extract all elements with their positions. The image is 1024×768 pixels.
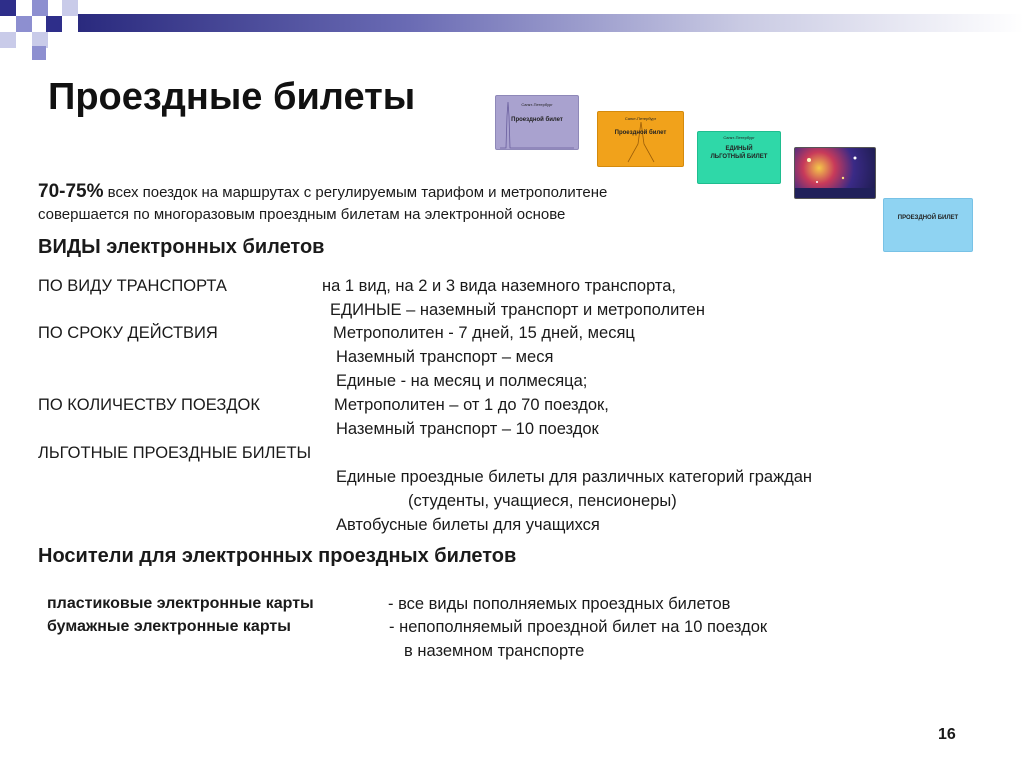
corner-mosaic-tile: [32, 0, 48, 16]
ticket-image-purple: [495, 95, 579, 150]
corner-mosaic-tile: [0, 32, 16, 48]
type-value: Единые проездные билеты для различных категорий граждан: [336, 468, 813, 486]
type-label-duration: ПО СРОКУ ДЕЙСТВИЯ: [38, 324, 218, 342]
type-value: ЕДИНЫЕ – наземный транспорт и метрополитен: [330, 301, 705, 319]
type-value: на 1 вид, на 2 и 3 вида наземного транспорта,: [322, 277, 677, 295]
ticket-label: ЕДИНЫЙ: [725, 146, 753, 152]
ticket-image-green: [697, 131, 781, 184]
carrier-label-paper: бумажные электронные карты: [47, 618, 291, 635]
carrier-desc: - непополняемый проездной билет на 10 поездок: [389, 618, 768, 636]
intro-text-1: всех поездок на маршрутах с регулируемым тарифом и метрополитене: [103, 184, 608, 201]
ticket-label: Проездной билет: [614, 130, 667, 136]
intro-percent: 70-75%: [38, 181, 104, 202]
ticket-image-orange: [597, 111, 684, 167]
ticket-city: Санкт-Петербург: [521, 102, 553, 107]
type-value: Метрополитен – от 1 до 70 поездок,: [334, 396, 609, 414]
header-rule: [78, 14, 1024, 32]
type-label-trips: ПО КОЛИЧЕСТВУ ПОЕЗДОК: [38, 396, 260, 414]
type-value: Наземный транспорт – 10 поездок: [336, 420, 599, 438]
carrier-desc: - все виды пополняемых проездных билетов: [388, 595, 731, 613]
corner-mosaic-tile: [62, 0, 78, 16]
corner-mosaic-tile: [32, 46, 46, 60]
slide-title: Проездные билеты: [48, 76, 416, 118]
ticket-label: ПРОЕЗДНОЙ БИЛЕТ: [897, 215, 959, 221]
type-value: Метрополитен - 7 дней, 15 дней, месяц: [333, 324, 635, 342]
type-label-discount: ЛЬГОТНЫЕ ПРОЕЗДНЫЕ БИЛЕТЫ: [38, 444, 312, 462]
corner-mosaic-tile: [16, 16, 32, 32]
carrier-desc-continued: в наземном транспорте: [404, 642, 585, 660]
page-number: 16: [938, 726, 956, 743]
ticket-image-starry: [794, 147, 876, 199]
type-value: Наземный транспорт – меся: [336, 348, 554, 366]
ticket-label: Проездной билет: [511, 117, 563, 123]
intro-line-2: совершается по многоразовым проездным билетам на электронной основе: [38, 206, 566, 223]
type-value: Единые - на месяц и полмесяца;: [336, 372, 588, 390]
carrier-label-plastic: пластиковые электронные карты: [47, 595, 314, 612]
carriers-heading: Носители для электронных проездных билетов: [38, 545, 517, 567]
ticket-star-graphic: [795, 148, 875, 198]
ticket-sublabel: ЛЬГОТНЫЙ БИЛЕТ: [710, 154, 768, 160]
ticket-image-blue: [883, 198, 973, 252]
corner-mosaic-tile: [0, 0, 16, 16]
type-label-transport: ПО ВИДУ ТРАНСПОРТА: [38, 277, 227, 295]
type-value: Автобусные билеты для учащихся: [336, 516, 600, 534]
corner-mosaic-tile: [46, 16, 62, 32]
ticket-city: Санкт-Петербург: [624, 116, 657, 121]
type-value: (студенты, учащиеся, пенсионеры): [408, 492, 677, 510]
ticket-city: Санкт-Петербург: [723, 135, 755, 140]
types-heading: ВИДЫ электронных билетов: [38, 236, 325, 258]
intro-line-1: [38, 181, 607, 203]
